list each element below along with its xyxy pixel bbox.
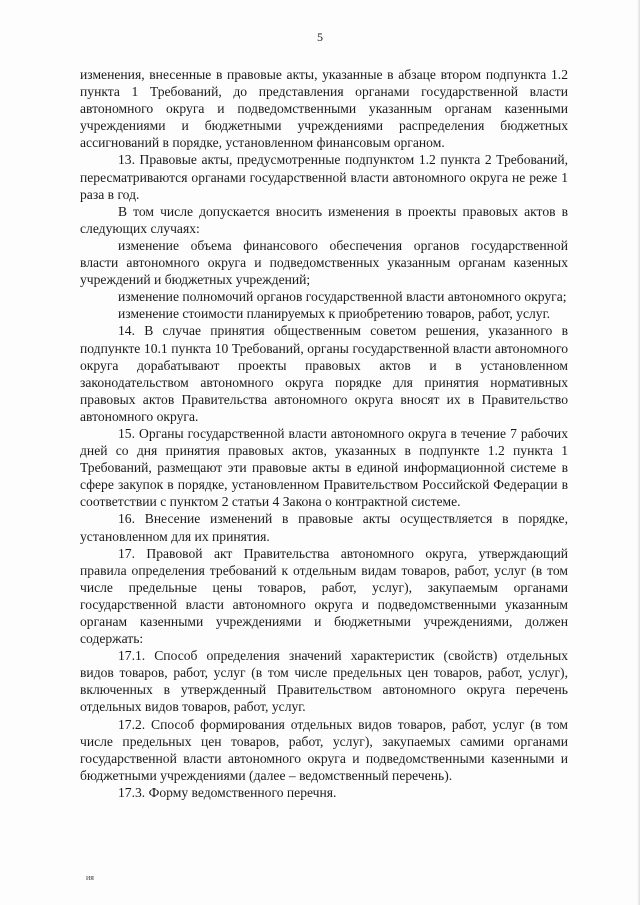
paragraph-case-powers: изменение полномочий органов государственной власти автономного округа; <box>118 289 567 305</box>
paragraph-case-funding: изменение объема финансового обеспечения органов государственной власти автономного округа и подведомственных указанным органам казенных учреждений и бюджетных учреждений; <box>80 237 568 288</box>
paragraph-16: 16. Внесение изменений в правовые акты осуществляется в порядке, установленном для их принятия. <box>80 511 568 544</box>
page-number: 5 <box>317 30 323 44</box>
paragraph-continuation: изменения, внесенные в правовые акты, указанные в абзаце втором подпункта 1.2 пункта 1 Требований, до представления органами государственной власти автономного округа и подведомственными указанным органам казенными учреждениями и бюджетными учреждениями распределения бюджетных ассигнований в порядке, установленном финансовым органом. <box>80 67 568 151</box>
paragraph-15: 15. Органы государственной власти автономного округа в течение 7 рабочих дней со дня принятия правовых актов, указанных в подпункте 1.2 пункта 1 Требований, размещают эти правовые акты в единой информационной системе в сфере закупок в порядке, установленном Правительством Российской Федерации в соответствии с пунктом 2 статьи 4 Закона о контрактной системе. <box>80 425 568 510</box>
paragraph-17-2: 17.2. Способ формирования отдельных видов товаров, работ, услуг (в том числе предельных цен товаров, работ, услуг), закупаемых самими органами государственной власти автономного округа и подведомственными казенными и бюджетными учреждениями (далее – ведомственный перечень). <box>80 716 568 783</box>
paragraph-changes-intro: В том числе допускается вносить изменения в проекты правовых актов в следующих случаях: <box>80 203 568 236</box>
footer-mark: ия <box>86 873 94 882</box>
paragraph-13: 13. Правовые акты, предусмотренные подпунктом 1.2 пункта 2 Требований, пересматриваются органами государственной власти автономного округа не реже 1 раза в год. <box>80 152 568 202</box>
paragraph-17: 17. Правовой акт Правительства автономного округа, утверждающий правила определения требований к отдельным видам товаров, работ, услуг (в том числе предельные цены товаров, работ, услуг), закупаемым органами государственной власти автономного округа и подведомственными указанным органам казенными учреждениями и бюджетными учреждениями, должен содержать: <box>80 545 568 647</box>
paragraph-17-1: 17.1. Способ определения значений характеристик (свойств) отдельных видов товаров, работ, услуг (в том числе предельных цен товаров, работ, услуг), включенных в утвержденный Правительством автономного округа перечень отдельных видов товаров, работ, услуг. <box>80 648 568 715</box>
paragraph-case-cost: изменение стоимости планируемых к приобретению товаров, работ, услуг. <box>118 306 551 322</box>
paragraph-14: 14. В случае принятия общественным советом решения, указанного в подпункте 10.1 пункта 10 Требований, органы государственной власти автономного округа дорабатывают проекты правовых актов и в установленном законодательством автономного округа порядке для принятия нормативных правовых актов Правительства автономного округа вносят их в Правительство автономного округа. <box>80 323 568 424</box>
paragraph-17-3: 17.3. Форму ведомственного перечня. <box>118 784 337 800</box>
document-body <box>80 66 568 801</box>
